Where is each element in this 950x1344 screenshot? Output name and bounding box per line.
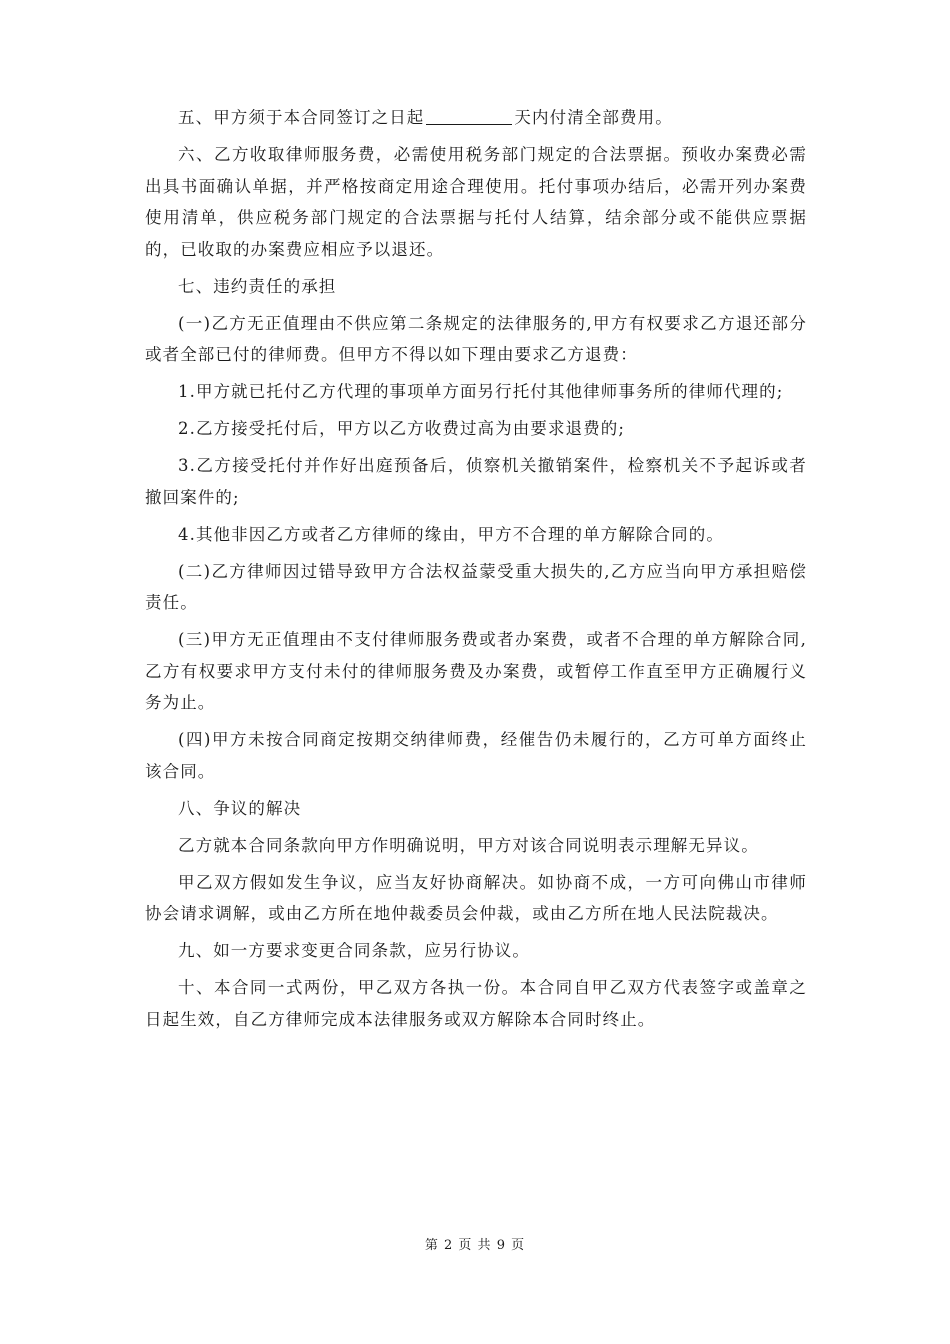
clause-7-item-1-sub-1: 1.甲方就已托付乙方代理的事项单方面另行托付其他律师事务所的律师代理的; <box>178 382 784 401</box>
clause-10-copies-and-validity: 十、本合同一式两份，甲乙双方各执一份。本合同自甲乙双方代表签字或盖章之日起生效，自乙方律师完成本法律服务或双方解除本合同时终止。 <box>145 978 807 1029</box>
days-blank-field <box>426 108 512 125</box>
clause-9-amendment: 九、如一方要求变更合同条款，应另行协议。 <box>178 941 530 960</box>
clause-7-item-3: (三)甲方无正值理由不支付律师服务费或者办案费，或者不合理的单方解除合同,乙方有权要求甲方支付未付的律师服务费及办案费，或暂停工作直至甲方正确履行义务为止。 <box>145 630 807 712</box>
clause-7-item-1-sub-3: 3.乙方接受托付并作好出庭预备后，侦察机关撤销案件，检察机关不予起诉或者撤回案件的; <box>145 456 807 507</box>
page-number-footer: 第 2 页 共 9 页 <box>424 1238 526 1253</box>
clause-8-explanation: 乙方就本合同条款向甲方作明确说明，甲方对该合同说明表示理解无异议。 <box>178 835 759 855</box>
clause-7-item-2: (二)乙方律师因过错导致甲方合法权益蒙受重大损失的,乙方应当向甲方承担赔偿责任。 <box>145 561 807 612</box>
clause-7-heading: 七、违约责任的承担 <box>178 276 337 296</box>
clause-5-text-before-blank: 五、甲方须于本合同签订之日起 <box>178 108 425 127</box>
clause-6-fees-and-receipts: 六、乙方收取律师服务费，必需使用税务部门规定的合法票据。预收办案费必需出具书面确认单据，并严格按商定用途合理使用。托付事项办结后，必需开列办案费使用清单，供应税务部门规定的合法票据与托付人结算，结余部分或不能供应票据的，已收取的办案费应相应予以退还。 <box>145 145 807 259</box>
clause-5-text-after-blank: 天内付清全部费用。 <box>514 108 673 127</box>
clause-8-heading: 八、争议的解决 <box>178 798 302 818</box>
clause-7-item-1: (一)乙方无正值理由不供应第二条规定的法律服务的,甲方有权要求乙方退还部分或者全部已付的律师费。但甲方不得以如下理由要求乙方退费： <box>145 313 807 364</box>
clause-7-item-1-sub-2: 2.乙方接受托付后，甲方以乙方收费过高为由要求退费的; <box>178 419 626 438</box>
clause-8-dispute-resolution: 甲乙双方假如发生争议，应当友好协商解决。如协商不成，一方可向佛山市律师协会请求调解，或由乙方所在地仲裁委员会仲裁，或由乙方所在地人民法院裁决。 <box>145 872 807 923</box>
contract-body <box>145 102 807 1041</box>
clause-5-payment-deadline <box>145 102 807 134</box>
clause-7-item-4: (四)甲方未按合同商定按期交纳律师费，经催告仍未履行的，乙方可单方面终止该合同。 <box>145 730 807 781</box>
clause-7-item-1-sub-4: 4.其他非因乙方或者乙方律师的缘由，甲方不合理的单方解除合同的。 <box>178 524 724 544</box>
